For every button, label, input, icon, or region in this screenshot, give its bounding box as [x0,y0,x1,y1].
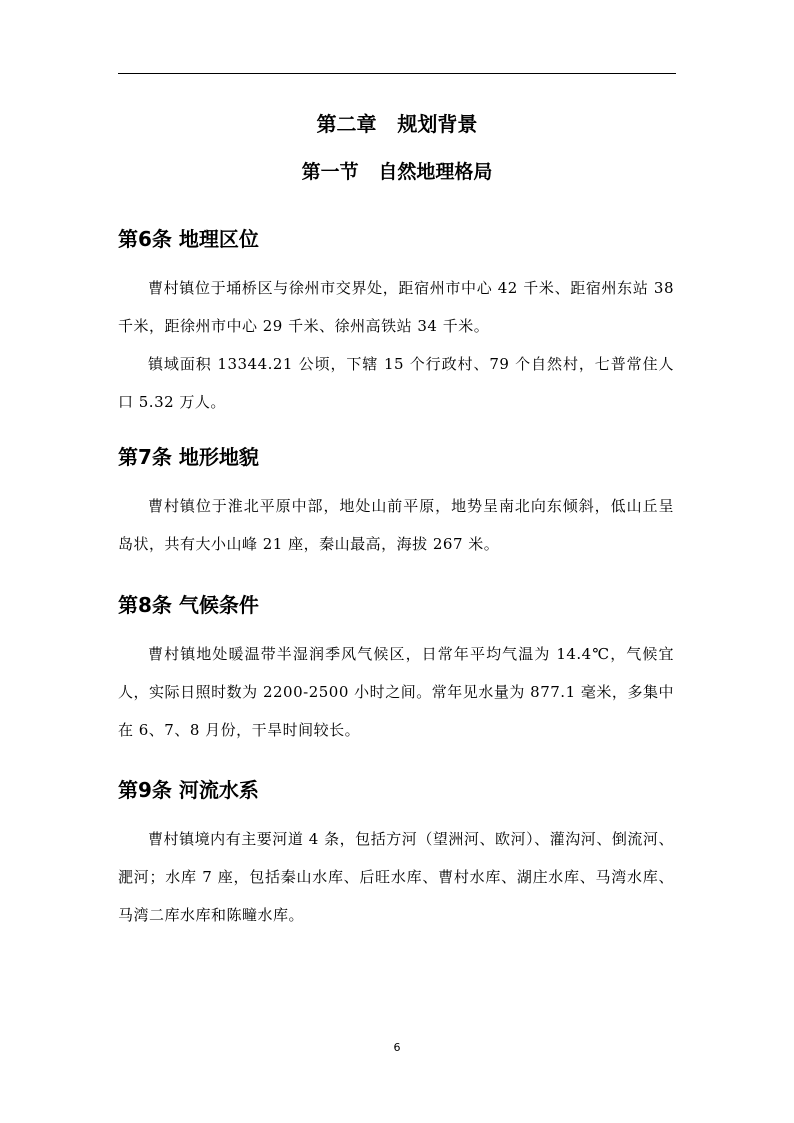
page-number: 6 [393,1041,401,1054]
article-paragraph: 曹村镇地处暖温带半湿润季风气候区，日常年平均气温为 14.4℃，气候宜人，实际日照时数为 2200-2500 小时之间。常年见水量为 877.1 毫米，多集中在 6、7、8 月份，干旱时间较长。 [118,645,674,739]
article-topography [118,443,674,563]
article-paragraph: 曹村镇位于淮北平原中部，地处山前平原，地势呈南北向东倾斜，低山丘呈岛状，共有大小山峰 21 座，秦山最高，海拔 267 米。 [118,497,674,553]
article-heading: 第7条 地形地貌 [118,445,259,469]
section-title: 第一节 自然地理格局 [301,161,493,183]
article-paragraph: 镇域面积 13344.21 公顷，下辖 15 个行政村、79 个自然村，七普常住人口 5.32 万人。 [118,355,674,411]
article-paragraph: 曹村镇位于埇桥区与徐州市交界处，距宿州市中心 42 千米、距宿州东站 38 千米，距徐州市中心 29 千米、徐州高铁站 34 千米。 [118,279,674,335]
article-heading: 第8条 气候条件 [118,593,259,617]
article-heading: 第9条 河流水系 [118,778,259,802]
article-climate [118,591,674,749]
article-paragraph: 曹村镇境内有主要河道 4 条，包括方河（望洲河、欧河）、灌沟河、倒流河、淝河；水库 7 座，包括秦山水库、后旺水库、曹村水库、湖庄水库、马湾水库、马湾二库水库和陈疃水库。 [118,830,674,924]
chapter-title: 第二章 规划背景 [316,112,478,136]
header-rule [118,73,676,74]
article-river-system [118,776,674,934]
article-geographic-location [118,225,674,421]
article-heading: 第6条 地理区位 [118,227,259,251]
